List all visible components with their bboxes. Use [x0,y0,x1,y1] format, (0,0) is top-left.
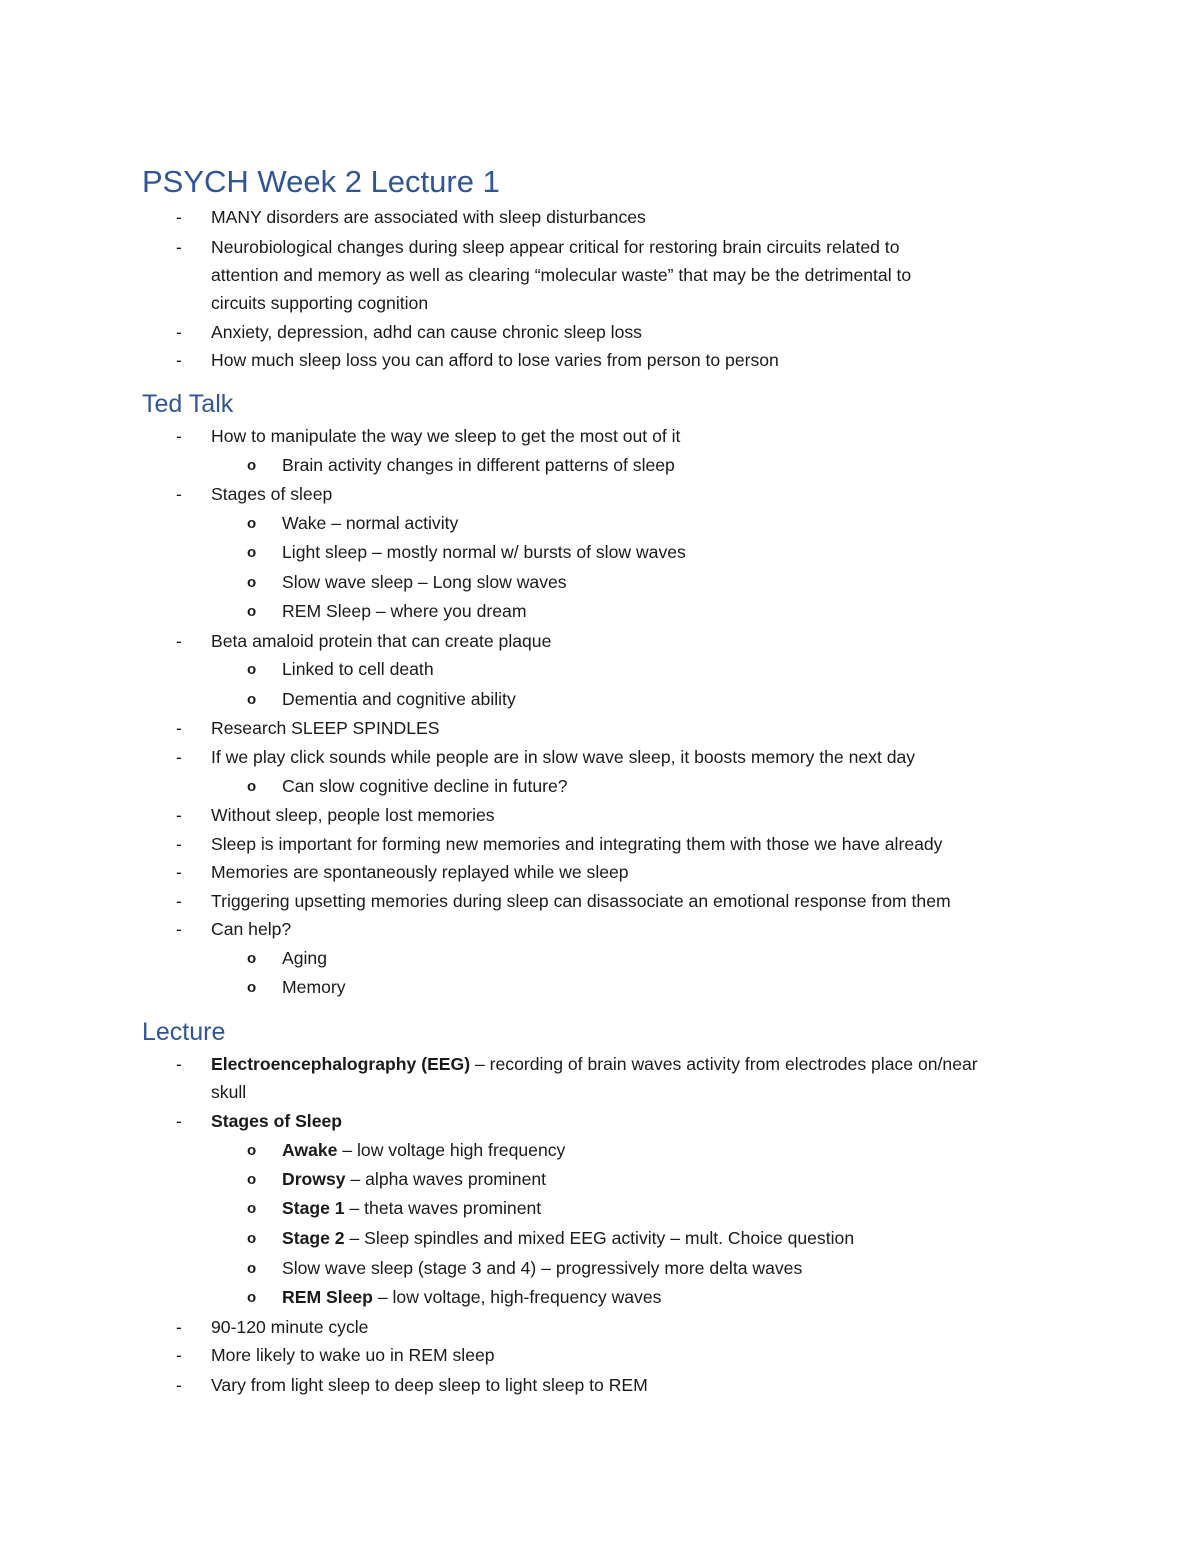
list-item-text: Neurobiological changes during sleep appear critical for restoring brain circuits related to [211,237,900,257]
list-item-text: Stages of sleep [211,484,333,504]
dash-bullet: - [176,862,182,882]
dash-bullet: - [176,1054,182,1074]
list-item-text: skull [211,1082,247,1102]
dash-bullet: - [176,1317,182,1337]
definition: – Sleep spindles and mixed EEG activity – mult. Choice question [344,1228,855,1248]
circle-bullet: o [247,1260,257,1277]
list-item-text [211,1050,978,1079]
dash-bullet: - [176,891,182,911]
term: Stage 1 [282,1198,345,1218]
list-item-text: Anxiety, depression, adhd can cause chronic sleep loss [211,322,642,342]
sub-list-item-text: Wake – normal activity [282,513,459,533]
sub-list-item-text: Linked to cell death [282,659,434,679]
dash-bullet: - [176,484,182,504]
sub-list-item-text: Memory [282,977,346,997]
dash-bullet: - [176,207,182,227]
dash-bullet: - [176,805,182,825]
circle-bullet: o [247,661,257,678]
circle-bullet: o [247,950,257,967]
term: Drowsy [282,1169,346,1189]
dash-bullet: - [176,834,182,854]
list-item-text: If we play click sounds while people are in slow wave sleep, it boosts memory the next day [211,747,916,767]
sub-list-item-text [282,1283,661,1312]
sub-list-item-text: REM Sleep – where you dream [282,601,527,621]
dash-bullet: - [176,747,182,767]
dash-bullet: - [176,426,182,446]
circle-bullet: o [247,691,257,708]
sub-list-item-text [282,1224,854,1253]
list-item-text: Triggering upsetting memories during sleep can disassociate an emotional response from them [211,891,951,911]
sub-list-item-text: Dementia and cognitive ability [282,689,516,709]
list-item-text: Sleep is important for forming new memories and integrating them with those we have already [211,834,943,854]
definition: – low voltage, high-frequency waves [372,1287,662,1307]
list-item-text: Vary from light sleep to deep sleep to light sleep to REM [211,1375,648,1395]
circle-bullet: o [247,544,257,561]
circle-bullet: o [247,457,257,474]
definition: – recording of brain waves activity from electrodes place on/near [470,1054,978,1074]
section-heading-lecture: Lecture [142,1018,226,1046]
definition: – alpha waves prominent [345,1169,547,1189]
list-item-text: Research SLEEP SPINDLES [211,718,440,738]
term: Electroencephalography (EEG) [211,1054,471,1074]
sub-list-item-text: Slow wave sleep – Long slow waves [282,572,567,592]
sub-list-item-text [282,1254,802,1283]
circle-bullet: o [247,603,257,620]
term: Awake [282,1140,338,1160]
list-item-text: How to manipulate the way we sleep to get the most out of it [211,426,681,446]
dash-bullet: - [176,1111,182,1131]
sub-list-item-text [282,1136,565,1165]
list-item-text: MANY disorders are associated with sleep disturbances [211,207,646,227]
circle-bullet: o [247,1142,257,1159]
circle-bullet: o [247,515,257,532]
sub-list-item-text: Aging [282,948,327,968]
circle-bullet: o [247,778,257,795]
list-item-text: Beta amaloid protein that can create plaque [211,631,552,651]
sub-list-item-text: Light sleep – mostly normal w/ bursts of slow waves [282,542,686,562]
dash-bullet: - [176,1375,182,1395]
sub-list-item-text: Can slow cognitive decline in future? [282,776,568,796]
list-item-text: How much sleep loss you can afford to lose varies from person to person [211,350,779,370]
sub-list-item-text [282,1194,541,1223]
list-item-text: Stages of Sleep [211,1111,343,1131]
circle-bullet: o [247,574,257,591]
dash-bullet: - [176,631,182,651]
section-heading-ted-talk: Ted Talk [142,390,234,418]
definition: Slow wave sleep (stage 3 and 4) – progressively more delta waves [282,1258,803,1278]
dash-bullet: - [176,1345,182,1365]
definition: – low voltage high frequency [337,1140,566,1160]
dash-bullet: - [176,237,182,257]
circle-bullet: o [247,979,257,996]
list-item-text: circuits supporting cognition [211,293,429,313]
dash-bullet: - [176,322,182,342]
term: Stage 2 [282,1228,345,1248]
circle-bullet: o [247,1171,257,1188]
list-item-text: 90-120 minute cycle [211,1317,369,1337]
list-item-text: Without sleep, people lost memories [211,805,495,825]
list-item-text: Memories are spontaneously replayed while we sleep [211,862,629,882]
dash-bullet: - [176,919,182,939]
circle-bullet: o [247,1230,257,1247]
circle-bullet: o [247,1200,257,1217]
circle-bullet: o [247,1289,257,1306]
list-item-text: attention and memory as well as clearing “molecular waste” that may be the detrimental to [211,265,912,285]
term: REM Sleep [282,1287,373,1307]
definition: – theta waves prominent [344,1198,542,1218]
sub-list-item-text [282,1165,546,1194]
list-item-text: Can help? [211,919,292,939]
page-title: PSYCH Week 2 Lecture 1 [142,164,500,199]
list-item-text: More likely to wake uo in REM sleep [211,1345,495,1365]
sub-list-item-text: Brain activity changes in different patterns of sleep [282,455,675,475]
dash-bullet: - [176,350,182,370]
dash-bullet: - [176,718,182,738]
